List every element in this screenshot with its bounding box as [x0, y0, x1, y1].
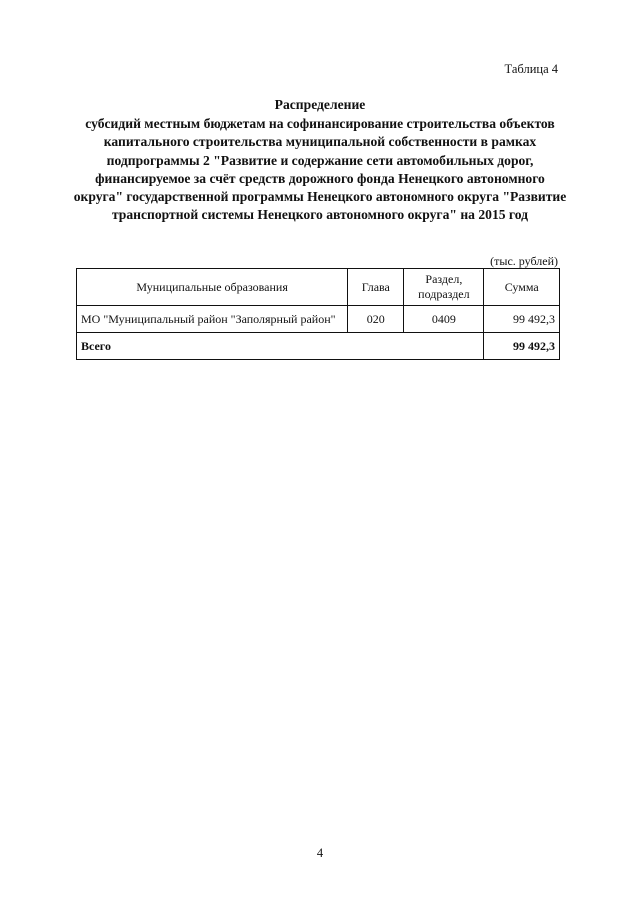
header-municipality: Муниципальные образования: [77, 269, 348, 306]
table-row: [77, 306, 560, 333]
total-row: [77, 333, 560, 360]
header-chapter: Глава: [348, 269, 404, 306]
document-subtitle: субсидий местным бюджетам на софинансирование строительства объектов капитального строительства муниципальной собственности в рамках подпрограммы 2 "Развитие и содержание сети автомобильных дорог, финансируемое за счёт средств дорожного фонда Ненецкого автономного округа" государственной программы Ненецкого автономного округа "Развитие транспортной системы Ненецкого автономного округа" на 2015 год: [73, 116, 567, 223]
cell-sum: 99 492,3: [484, 306, 560, 333]
cell-section: 0409: [404, 306, 484, 333]
table-header-row: [77, 269, 560, 306]
cell-municipality: МО "Муниципальный район "Заполярный район": [77, 306, 348, 333]
total-sum: 99 492,3: [484, 333, 560, 360]
table-label: Таблица 4: [504, 62, 558, 76]
total-label: Всего: [77, 333, 484, 360]
page-number: 4: [316, 846, 324, 860]
document-title: Распределение: [274, 97, 366, 112]
subsidy-table: [76, 268, 560, 360]
units-note: (тыс. рублей): [490, 254, 558, 268]
title-block: [70, 96, 570, 224]
header-section: Раздел, подраздел: [404, 269, 484, 306]
header-sum: Сумма: [484, 269, 560, 306]
cell-chapter: 020: [348, 306, 404, 333]
